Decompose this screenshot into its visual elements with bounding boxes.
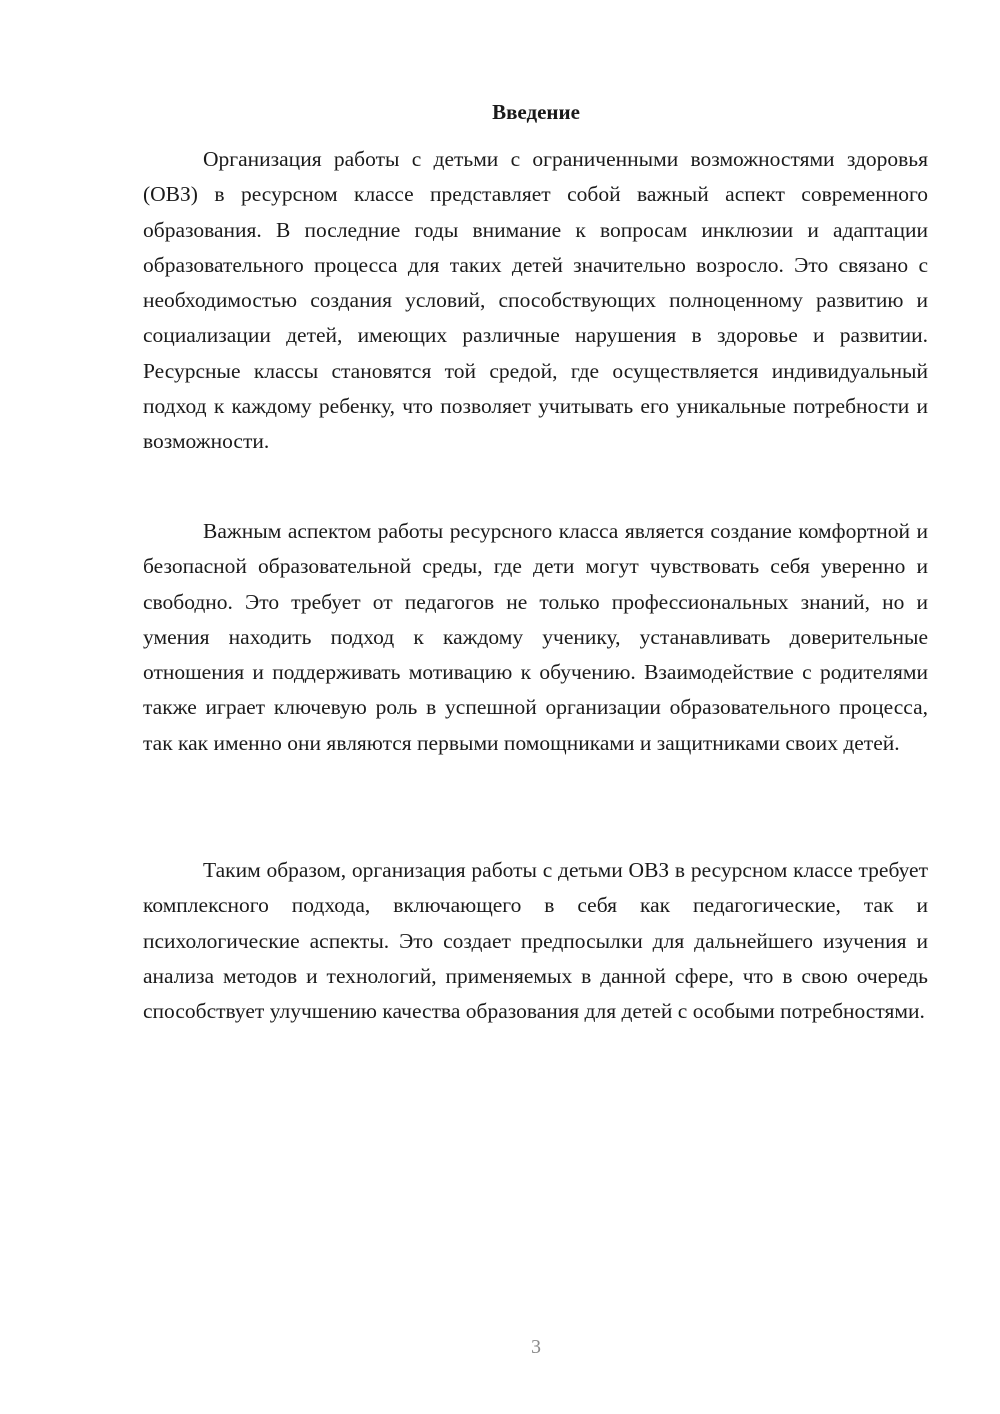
paragraph-3: Таким образом, организация работы с детьми ОВЗ в ресурсном классе требует комплексного подхода, включающего в себя как педагогические, так и психологические аспекты. Это создает предпосылки для дальнейшего изучения и анализа методов и технологий, применяемых в данной сфере, что в свою очередь способствует улучшению качества образования для детей с особыми потребностями. — [143, 858, 928, 1024]
paragraph-1: Организация работы с детьми с ограниченными возможностями здоровья (ОВЗ) в ресурсном классе представляет собой важный аспект современного образования. В последние годы внимание к вопросам инклюзии и адаптации образовательного процесса для таких детей значительно возросло. Это связано с необходимостью создания условий, способствующих полноценному развитию и социализации детей, имеющих различные нарушения в здоровье и развитии. Ресурсные классы становятся той средой, где осуществляется индивидуальный подход к каждому ребенку, что позволяет учитывать его уникальные потребности и возможности. — [143, 147, 928, 454]
page-number: 3 — [531, 1336, 541, 1358]
page-title: Введение — [492, 100, 580, 124]
paragraph-2: Важным аспектом работы ресурсного класса является создание комфортной и безопасной образовательной среды, где дети могут чувствовать себя уверенно и свободно. Это требует от педагогов не только профессиональных знаний, но и умения находить подход к каждому ученику, устанавливать доверительные отношения и поддерживать мотивацию к обучению. Взаимодействие с родителями также играет ключевую роль в успешной организации образовательного процесса, так как именно они являются первыми помощниками и защитниками своих детей. — [143, 519, 928, 755]
